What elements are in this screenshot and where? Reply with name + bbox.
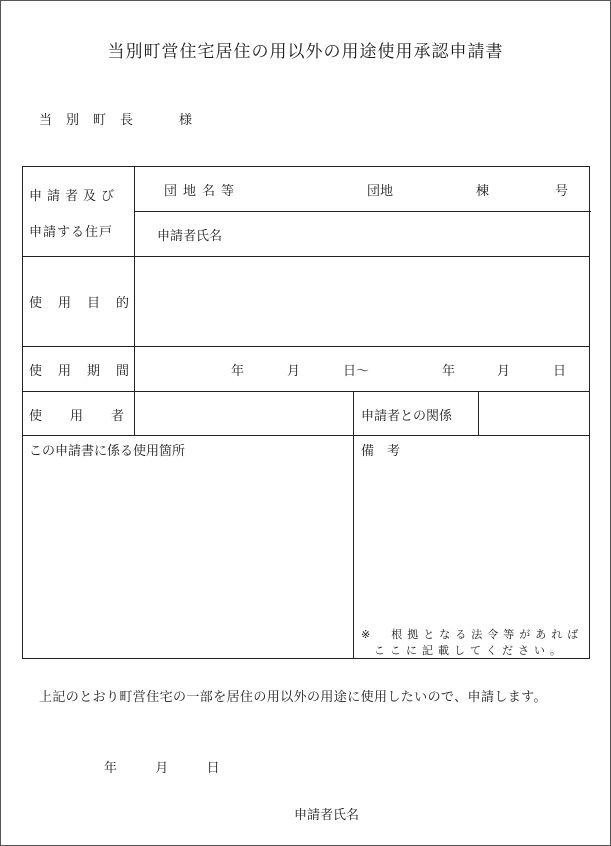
remarks-note-line1: ※ 根拠となる法令等があれば [361, 628, 584, 641]
document-title: 当別町営住宅居住の用以外の用途使用承認申請書 [107, 42, 504, 62]
row-divider [23, 435, 589, 436]
applicant-name-label: 申請者氏名 [157, 229, 223, 244]
location-label: この申請書に係る使用箇所 [29, 444, 186, 459]
column-divider [478, 391, 479, 435]
period-month-start: 月 [287, 364, 301, 379]
addressee-honorific: 様 [179, 113, 193, 128]
date-year: 年 [104, 761, 118, 776]
period-label: 使用期間 [29, 364, 146, 379]
addressee [39, 109, 193, 128]
applicant-label-line1: 申請者及び [29, 189, 120, 204]
application-date [104, 757, 220, 776]
danchi-name-label: 団地名等 [164, 184, 241, 199]
purpose-label: 使用目的 [29, 296, 146, 311]
danchi-unit: 団地 [367, 184, 394, 199]
signature-label: 申請者氏名 [294, 808, 360, 823]
period-month-end: 月 [497, 364, 511, 379]
remarks-label: 備 考 [361, 444, 401, 459]
remarks-note-line2: ここに記載してください。 [374, 644, 566, 657]
user-label: 使用者 [29, 409, 153, 424]
column-divider [353, 391, 354, 659]
building-unit: 棟 [476, 184, 490, 199]
period-day-end: 日 [553, 364, 567, 379]
application-table [22, 166, 590, 659]
room-unit: 号 [555, 184, 569, 199]
date-month: 月 [155, 761, 169, 776]
applicant-label-line2: 申請する住戸 [29, 225, 114, 240]
period-year-end: 年 [442, 364, 456, 379]
period-day-start: 日〜 [343, 364, 370, 379]
row-divider [23, 391, 589, 392]
relation-label: 申請者との関係 [361, 409, 453, 424]
row-divider [23, 346, 589, 347]
row-divider [23, 256, 589, 257]
application-statement: 上記のとおり町営住宅の一部を居住の用以外の用途に使用したいので、申請します。 [39, 690, 547, 705]
addressee-name: 当別町長 [39, 113, 148, 128]
period-year-start: 年 [231, 364, 245, 379]
date-day: 日 [206, 761, 220, 776]
row-divider [134, 211, 591, 212]
